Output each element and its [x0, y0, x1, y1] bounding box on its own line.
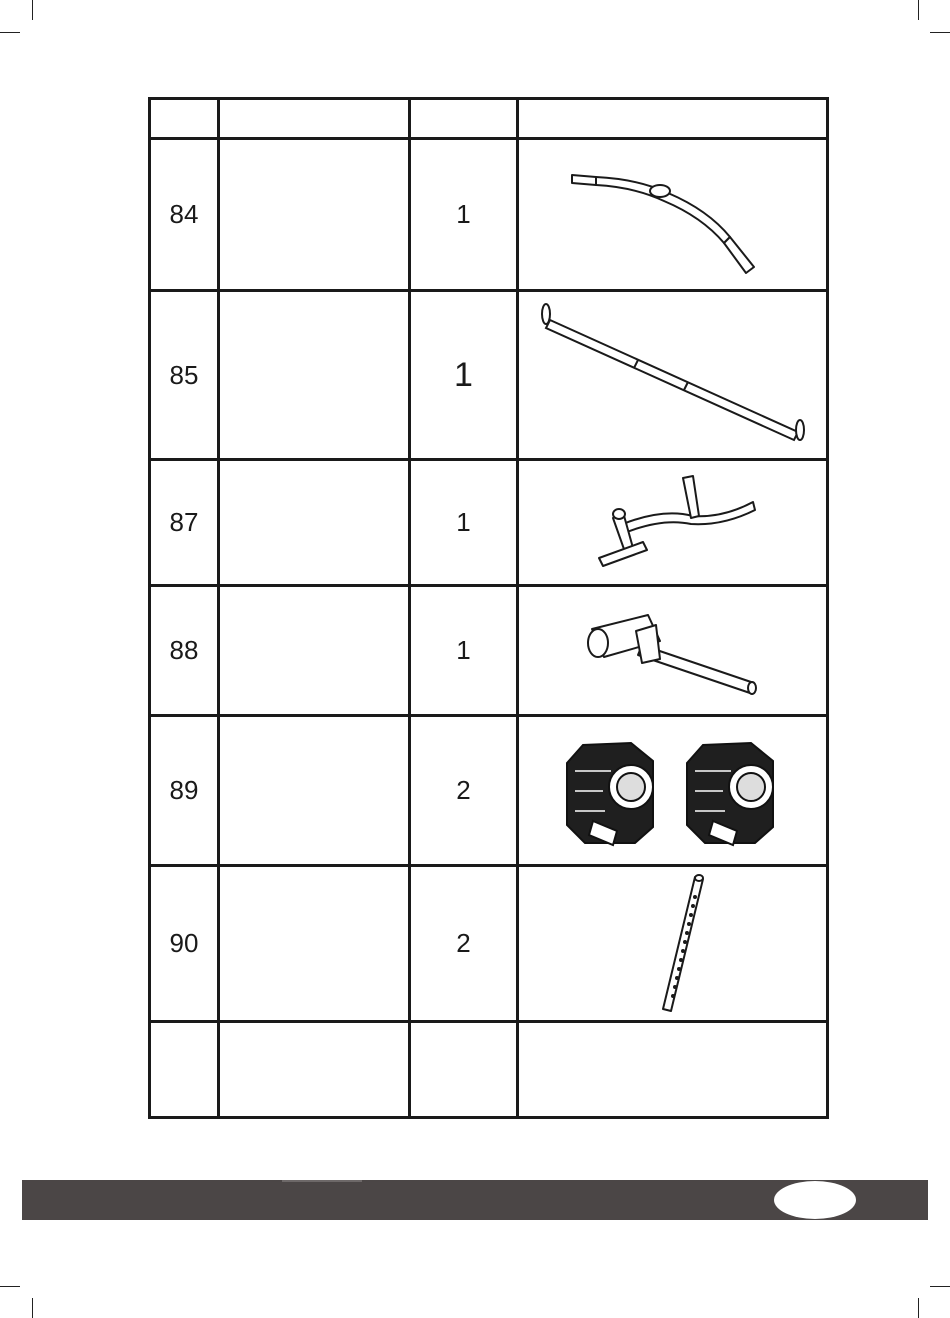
part-number: 84	[150, 139, 219, 291]
part-quantity: 1	[410, 139, 518, 291]
row-handle-icon	[573, 468, 773, 578]
part-quantity: 2	[410, 716, 518, 866]
part-drawing	[518, 460, 828, 586]
crop-mark	[930, 1286, 950, 1287]
part-number: 90	[150, 866, 219, 1022]
table-row	[150, 460, 828, 586]
part-number: 87	[150, 460, 219, 586]
crop-mark	[930, 32, 950, 33]
page-number-badge	[774, 1181, 856, 1219]
part-drawing	[518, 291, 828, 460]
crop-mark	[918, 1298, 919, 1318]
part-drawing	[518, 716, 828, 866]
part-description	[219, 586, 410, 716]
crop-mark	[0, 1286, 20, 1287]
table-row	[150, 291, 828, 460]
crop-mark	[0, 32, 20, 33]
header-cell-image	[518, 99, 828, 139]
part-description	[219, 866, 410, 1022]
crop-mark	[32, 0, 33, 20]
table-row-empty	[150, 1022, 828, 1118]
part-description	[219, 139, 410, 291]
perforated-tube-icon	[613, 871, 733, 1016]
empty-cell	[410, 1022, 518, 1118]
part-description	[219, 460, 410, 586]
part-drawing	[518, 139, 828, 291]
footer-highlight	[282, 1180, 362, 1182]
part-quantity: 1	[410, 291, 518, 460]
header-cell-number	[150, 99, 219, 139]
empty-cell	[518, 1022, 828, 1118]
header-cell-quantity	[410, 99, 518, 139]
empty-cell	[150, 1022, 219, 1118]
part-number: 88	[150, 586, 219, 716]
table-header-row	[150, 99, 828, 139]
table-row	[150, 586, 828, 716]
table-row	[150, 716, 828, 866]
part-description	[219, 716, 410, 866]
part-quantity: 1	[410, 460, 518, 586]
part-description	[219, 291, 410, 460]
part-drawing	[518, 586, 828, 716]
t-pin-icon	[578, 601, 768, 701]
crop-mark	[918, 0, 919, 20]
parts-table	[148, 97, 829, 1119]
curved-lat-bar-icon	[558, 155, 788, 275]
table-row	[150, 866, 828, 1022]
straight-bar-icon	[528, 300, 818, 450]
table-row	[150, 139, 828, 291]
collar-clamps-icon	[553, 731, 793, 851]
part-drawing	[518, 866, 828, 1022]
part-number: 89	[150, 716, 219, 866]
part-quantity: 1	[410, 586, 518, 716]
header-cell-description	[219, 99, 410, 139]
part-number: 85	[150, 291, 219, 460]
empty-cell	[219, 1022, 410, 1118]
part-quantity: 2	[410, 866, 518, 1022]
crop-mark	[32, 1298, 33, 1318]
